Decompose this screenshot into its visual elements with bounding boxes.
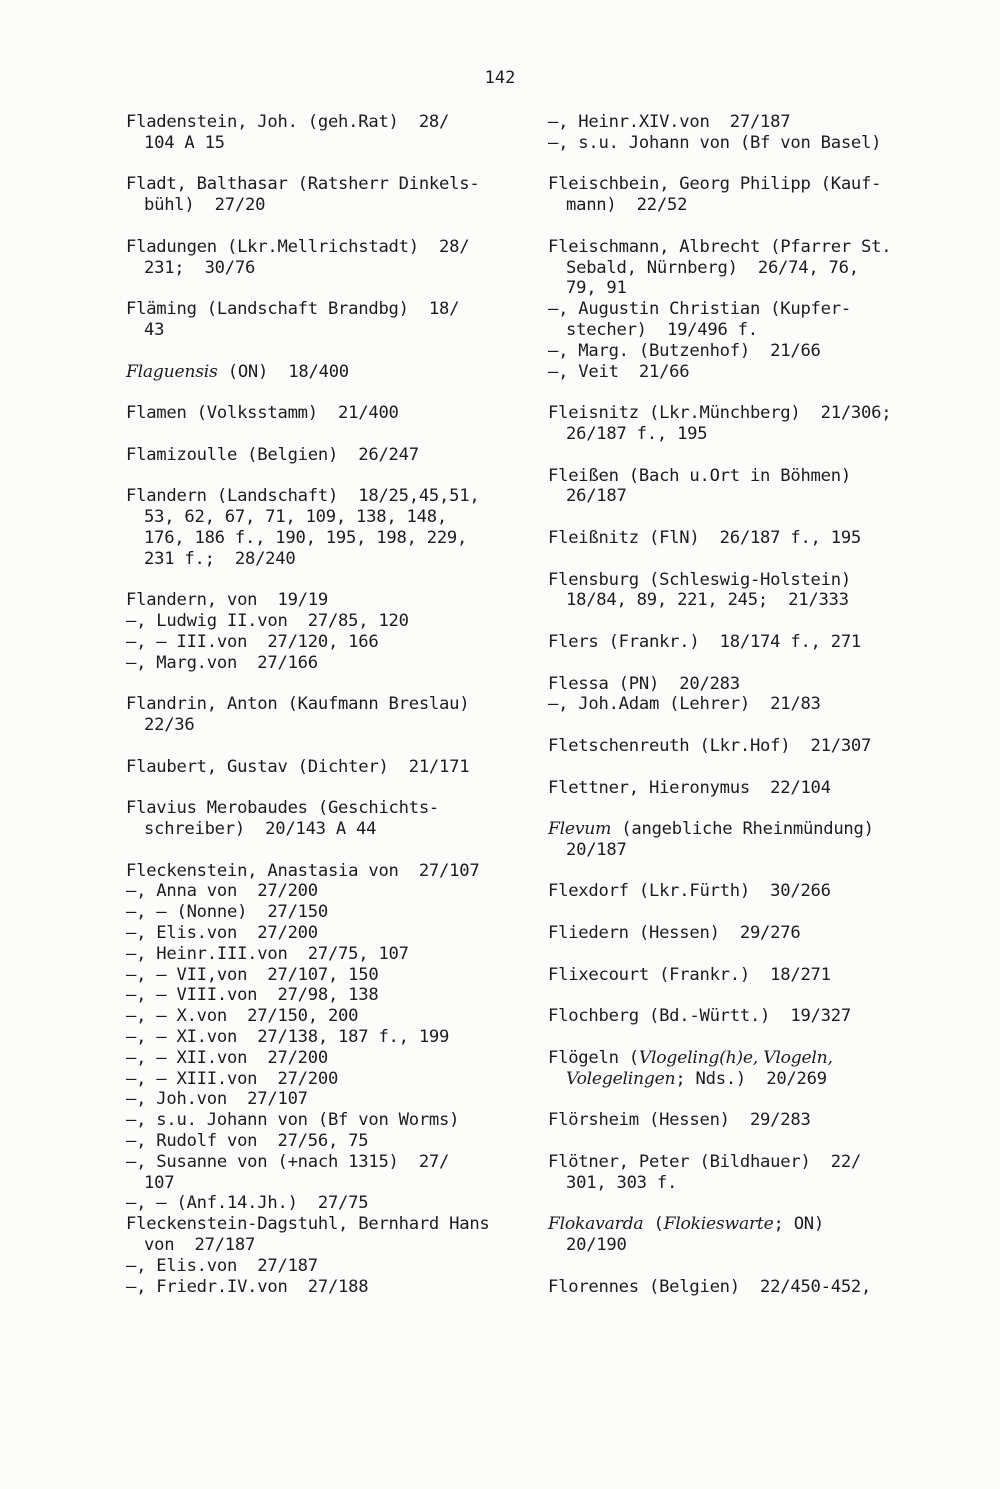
index-entry-line: Flessa (PN) 20/283: [548, 673, 740, 694]
index-entry: [548, 674, 988, 716]
index-entry-line: —, Anna von 27/200: [126, 881, 318, 902]
index-entry-line: —, Elis.von 27/187: [126, 1255, 318, 1276]
index-entry-line: 176, 186 f., 190, 195, 198, 229,: [144, 527, 468, 548]
index-entry: [126, 112, 536, 154]
italic-term: Flaguensis: [126, 361, 218, 382]
page-number: 142: [484, 68, 516, 88]
index-entry-line: —, Susanne von (+nach 1315) 27/: [126, 1151, 450, 1172]
index-entry: [548, 1110, 988, 1131]
index-entry: [126, 486, 536, 569]
index-entry-line: Fleischmann, Albrecht (Pfarrer St.: [548, 236, 892, 257]
index-entry-line: —, Friedr.IV.von 27/188: [126, 1276, 369, 1297]
index-entry-line: Fletschenreuth (Lkr.Hof) 21/307: [548, 735, 872, 756]
index-entry-line: —, Elis.von 27/200: [126, 923, 318, 944]
index-entry-line: Fladungen (Lkr.Mellrichstadt) 28/: [126, 236, 470, 257]
index-entry: [126, 445, 536, 466]
index-entry-line: 26/187: [566, 486, 627, 507]
index-entry-line: Flochberg (Bd.-Württ.) 19/327: [548, 1006, 851, 1027]
index-entry-line: Fleckenstein, Anastasia von 27/107: [126, 860, 480, 881]
text-segment: ; ON): [773, 1214, 824, 1235]
index-entry-line: —, — XI.von 27/138, 187 f., 199: [126, 1027, 450, 1048]
index-entry-line: Flixecourt (Frankr.) 18/271: [548, 964, 831, 985]
index-entry-line: Fleisnitz (Lkr.Münchberg) 21/306;: [548, 403, 892, 424]
index-entry: [126, 757, 536, 778]
index-entry: [548, 466, 988, 508]
index-entry-line: 231; 30/76: [144, 257, 256, 278]
index-column-right: [548, 112, 988, 1318]
index-entry-line: Flers (Frankr.) 18/174 f., 271: [548, 631, 862, 652]
index-entry-line: —, Joh.Adam (Lehrer) 21/83: [548, 694, 821, 715]
index-entry-line: Fladt, Balthasar (Ratsherr Dinkels-: [126, 174, 480, 195]
index-entry-line: 231 f.; 28/240: [144, 548, 296, 569]
index-entry: [126, 1214, 536, 1297]
index-entry: [548, 570, 988, 612]
index-entry: [548, 965, 988, 986]
index-entry: [548, 112, 988, 154]
index-entry-line: —, Rudolf von 27/56, 75: [126, 1131, 369, 1152]
index-entry-line: 22/36: [144, 715, 195, 736]
index-entry: [548, 778, 988, 799]
text-segment: (angebliche Rheinmündung): [611, 819, 874, 840]
index-entry-line: Flandern (Landschaft) 18/25,45,51,: [126, 486, 480, 507]
index-entry-line: 18/84, 89, 221, 245; 21/333: [566, 590, 849, 611]
index-entry-line: [548, 1069, 988, 1090]
index-entry: [548, 1152, 988, 1194]
index-entry-line: stecher) 19/496 f.: [566, 319, 758, 340]
index-entry-line: Flaubert, Gustav (Dichter) 21/171: [126, 756, 470, 777]
index-entry-line: 20/187: [566, 839, 627, 860]
index-entry-line: mann) 22/52: [566, 195, 688, 216]
index-entry-line: Fleißnitz (FlN) 26/187 f., 195: [548, 527, 862, 548]
index-entry: [126, 694, 536, 736]
index-entry-line: Flexdorf (Lkr.Fürth) 30/266: [548, 881, 831, 902]
text-segment: ; Nds.) 20/269: [675, 1068, 827, 1089]
italic-term: Vlogeling(h)e, Vlogeln,: [638, 1047, 833, 1068]
italic-term: Volegelingen: [566, 1068, 676, 1089]
index-entry: [548, 736, 988, 757]
index-entry-line: 79, 91: [566, 278, 627, 299]
index-entry-line: —, — III.von 27/120, 166: [126, 631, 379, 652]
index-entry-line: 53, 62, 67, 71, 109, 138, 148,: [144, 507, 447, 528]
index-entry-line: Fleischbein, Georg Philipp (Kauf-: [548, 174, 882, 195]
index-entry-line: schreiber) 20/143 A 44: [144, 819, 377, 840]
index-entry-line: [548, 1214, 988, 1235]
index-entry-line: bühl) 27/20: [144, 195, 266, 216]
index-entry-line: Flandrin, Anton (Kaufmann Breslau): [126, 694, 470, 715]
index-entry-line: —, Marg.von 27/166: [126, 652, 318, 673]
index-entry: [548, 1277, 988, 1298]
index-entry-line: —, Veit 21/66: [548, 361, 690, 382]
index-column-left: [126, 112, 536, 1318]
text-segment: Flögeln (: [548, 1047, 639, 1068]
index-entry-line: Fliedern (Hessen) 29/276: [548, 923, 801, 944]
index-entry: [548, 819, 988, 861]
index-entry-line: —, s.u. Johann von (Bf von Basel): [548, 132, 882, 153]
index-entry-line: —, — VII,von 27/107, 150: [126, 964, 379, 985]
index-entry: [126, 362, 536, 383]
index-entry-line: Flötner, Peter (Bildhauer) 22/: [548, 1151, 862, 1172]
index-entry-line: Flettner, Hieronymus 22/104: [548, 777, 831, 798]
text-segment: (ON) 18/400: [217, 361, 349, 382]
index-entry: [548, 881, 988, 902]
index-entry: [548, 1006, 988, 1027]
index-entry-line: Flavius Merobaudes (Geschichts-: [126, 798, 440, 819]
index-entry: [126, 403, 536, 424]
index-entry-line: Fleckenstein-Dagstuhl, Bernhard Hans: [126, 1214, 490, 1235]
index-entry: [126, 174, 536, 216]
index-entry-line: —, — XIII.von 27/200: [126, 1068, 339, 1089]
index-entry-line: Sebald, Nürnberg) 26/74, 76,: [566, 257, 859, 278]
index-entry-line: —, — X.von 27/150, 200: [126, 1006, 359, 1027]
index-entry-line: —, Ludwig II.von 27/85, 120: [126, 611, 409, 632]
index-entry-line: 43: [144, 319, 165, 340]
index-entry-line: —, — VIII.von 27/98, 138: [126, 985, 379, 1006]
index-entry-line: 26/187 f., 195: [566, 423, 708, 444]
index-entry: [548, 528, 988, 549]
index-entry-line: Flamizoulle (Belgien) 26/247: [126, 444, 419, 465]
index-entry: [548, 403, 988, 445]
index-entry-line: —, Augustin Christian (Kupfer-: [548, 299, 851, 320]
index-entry-line: —, — XII.von 27/200: [126, 1047, 328, 1068]
index-entry: [548, 174, 988, 216]
italic-term: Flevum: [548, 819, 612, 840]
index-entry-line: —, — (Anf.14.Jh.) 27/75: [126, 1193, 369, 1214]
index-entry-line: Flamen (Volksstamm) 21/400: [126, 403, 399, 424]
index-entry-line: [548, 1048, 988, 1069]
index-entry: [548, 632, 988, 653]
index-entry-line: Florennes (Belgien) 22/450-452,: [548, 1276, 872, 1297]
italic-term: Flokavarda: [548, 1214, 644, 1235]
text-segment: (: [643, 1214, 664, 1235]
index-entry-line: Flörsheim (Hessen) 29/283: [548, 1110, 811, 1131]
index-entry: [126, 590, 536, 673]
italic-term: Flokieswarte: [663, 1214, 774, 1235]
index-entry-line: 20/190: [566, 1235, 627, 1256]
index-entry-line: Flandern, von 19/19: [126, 590, 328, 611]
index-entry-line: von 27/187: [144, 1235, 256, 1256]
index-entry: [548, 237, 988, 383]
index-entry: [126, 798, 536, 840]
index-entry-line: Flensburg (Schleswig-Holstein): [548, 569, 851, 590]
index-entry: [126, 861, 536, 1215]
index-entry-line: 301, 303 f.: [566, 1172, 678, 1193]
index-entry: [548, 1048, 988, 1090]
index-entry: [548, 1214, 988, 1256]
index-entry-line: Fleißen (Bach u.Ort in Böhmen): [548, 465, 851, 486]
index-entry: [126, 237, 536, 279]
index-entry-line: 104 A 15: [144, 132, 225, 153]
index-entry-line: —, s.u. Johann von (Bf von Worms): [126, 1110, 460, 1131]
index-entry-line: Fläming (Landschaft Brandbg) 18/: [126, 299, 460, 320]
index-entry: [126, 299, 536, 341]
index-entry-line: [548, 819, 988, 840]
index-entry-line: —, — (Nonne) 27/150: [126, 902, 328, 923]
index-entry-line: —, Marg. (Butzenhof) 21/66: [548, 340, 821, 361]
index-entry-line: —, Joh.von 27/107: [126, 1089, 308, 1110]
index-entry-line: —, Heinr.III.von 27/75, 107: [126, 943, 409, 964]
index-entry-line: [126, 362, 536, 383]
index-entry: [548, 923, 988, 944]
index-entry-line: Fladenstein, Joh. (geh.Rat) 28/: [126, 112, 450, 132]
index-entry-line: 107: [144, 1172, 175, 1193]
index-entry-line: —, Heinr.XIV.von 27/187: [548, 112, 791, 132]
